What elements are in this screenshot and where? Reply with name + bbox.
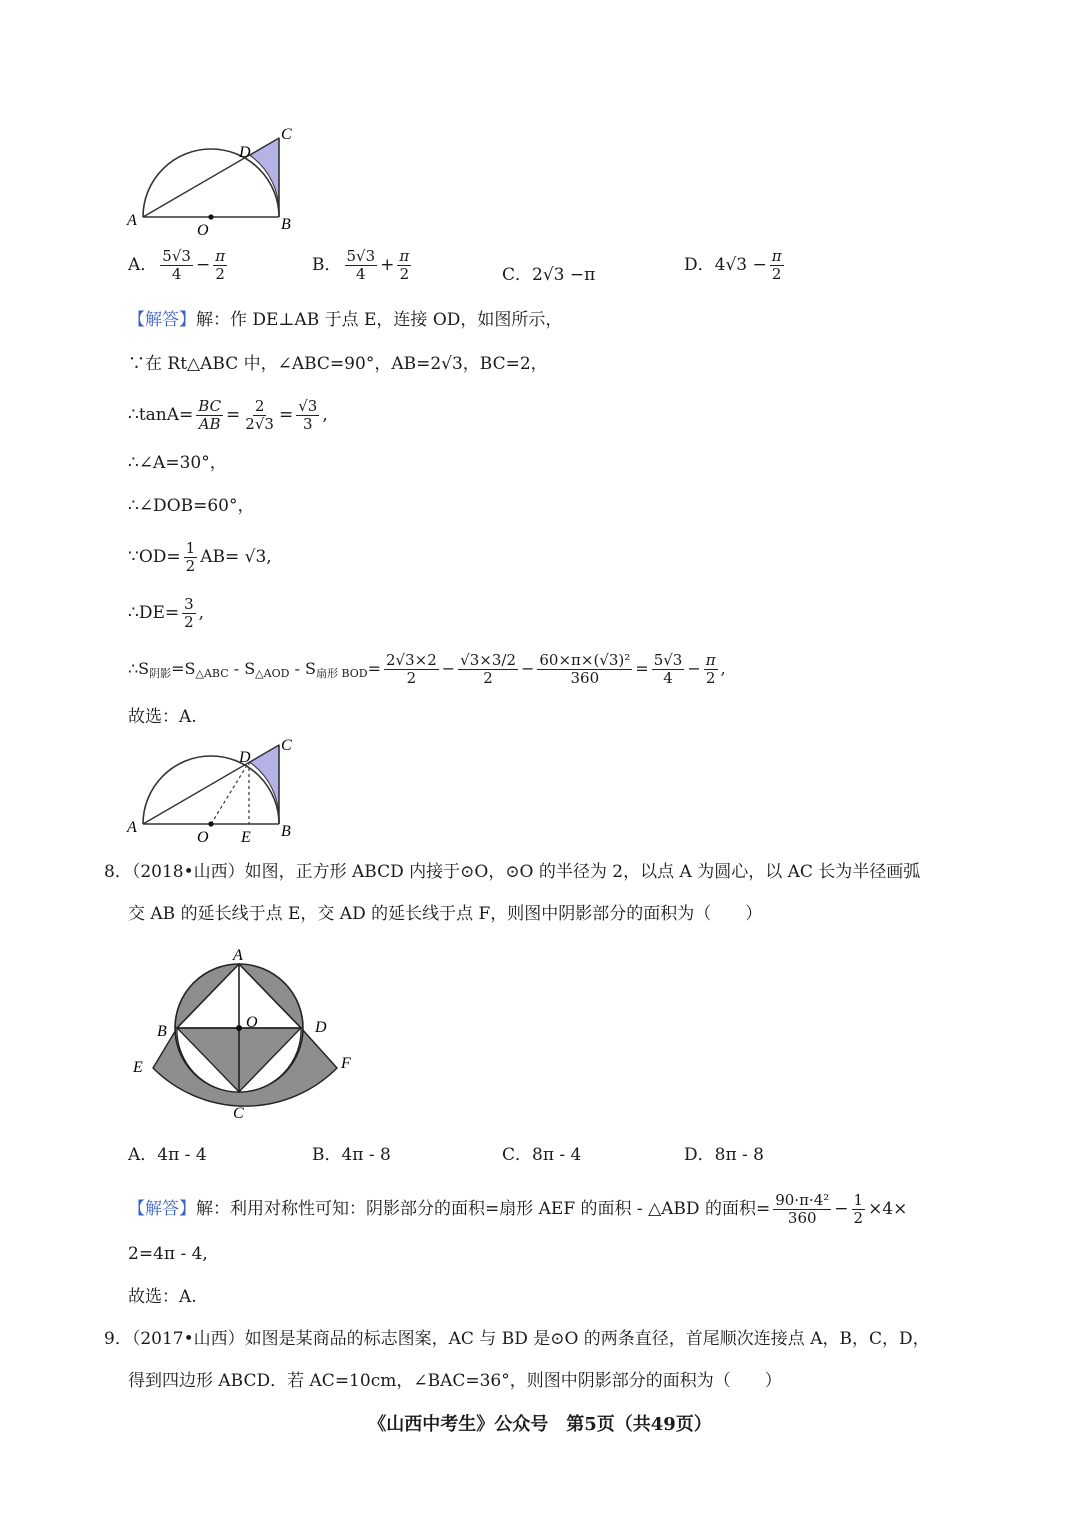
- option-label: A．: [128, 255, 158, 275]
- q7-segment-AC: [143, 138, 279, 217]
- svg-text:O: O: [246, 1014, 258, 1031]
- q7-solution-line2: ∵在 Rt△ABC 中，∠ABC=90°，AB=2√3，BC=2，: [128, 354, 548, 374]
- q7-solution-line7: ∴DE= $\frac{3}{2}$ ,: [128, 595, 205, 631]
- svg-text:O: O: [197, 829, 209, 844]
- q9-question-line2: 得到四边形 ABCD．若 AC=10cm，∠BAC=36°，则图中阴影部分的面积为（ ）: [128, 1371, 782, 1391]
- svg-text:B: B: [281, 823, 291, 840]
- q8-solution-line2: 2=4π - 4,: [128, 1244, 208, 1264]
- svg-text:F: F: [341, 1055, 351, 1072]
- page-footer: 《山西中考生》公众号 第5页（共49页）: [368, 1414, 712, 1435]
- svg-text:C: C: [281, 737, 292, 754]
- svg-text:B: B: [157, 1023, 167, 1040]
- svg-text:E: E: [133, 1059, 143, 1076]
- q8-option-a: A．4π - 4: [128, 1145, 207, 1165]
- svg-text:D: D: [239, 749, 251, 766]
- q7-option-a: A． $\frac{5√3}{4}$ − $\frac{\pi}{2}$: [128, 247, 226, 283]
- svg-text:D: D: [315, 1019, 327, 1036]
- q9-question-line1: 9．（2017•山西）如图是某商品的标志图案，AC 与 BD 是⊙O 的两条直径，首尾顺次连接点 A，B，C，D，: [104, 1329, 930, 1349]
- label-A: A: [127, 212, 137, 229]
- q7-figure: [125, 125, 300, 237]
- q8-option-d: D．8π - 8: [684, 1145, 764, 1165]
- q7-option-b: B． $\frac{5√3}{4}$ + $\frac{\pi}{2}$: [312, 247, 410, 283]
- q7-solution-line6: ∵OD= $\frac{1}{2}$ AB= √3,: [128, 539, 272, 575]
- q7-solution-choice: 故选：A.: [128, 707, 197, 727]
- label-D: D: [239, 144, 251, 161]
- q7-shaded-region: [250, 138, 279, 217]
- q7-solution-line3: ∴tanA= $\frac{BC}{AB}$ = $\frac{2}{2√3}$ = $\frac{√3}{3}$ ,: [128, 397, 328, 433]
- label-C: C: [281, 126, 292, 143]
- q8-option-c: C．8π - 4: [502, 1145, 582, 1165]
- q8-solution-choice: 故选：A.: [128, 1287, 197, 1307]
- q8-question-line1: 8．（2018•山西）如图，正方形 ABCD 内接于⊙O，⊙O 的半径为 2，以点 A 为圆心，以 AC 长为半径画弧: [104, 862, 921, 882]
- label-B: B: [281, 216, 291, 233]
- q7-solution-line5: ∴∠DOB=60°，: [128, 496, 255, 516]
- q7-solution-line1: 【解答】解：作 DE⊥AB 于点 E，连接 OD，如图所示，: [128, 310, 563, 330]
- label-O: O: [197, 222, 209, 237]
- q7-option-d: D．4√3 − $\frac{\pi}{2}$: [684, 247, 782, 283]
- q7-solution-line4: ∴∠A=30°，: [128, 453, 227, 473]
- q8-figure: [125, 940, 365, 1125]
- q7-solution-figure: [125, 732, 300, 844]
- q8-option-b: B．4π - 8: [312, 1145, 391, 1165]
- svg-text:A: A: [233, 947, 243, 964]
- q8-question-line2: 交 AB 的延长线于点 E，交 AD 的延长线于点 F，则图中阴影部分的面积为（ ）: [128, 904, 763, 924]
- q7-center-dot: [208, 214, 213, 219]
- dashed-OD: [211, 762, 249, 824]
- svg-text:C: C: [233, 1105, 244, 1122]
- svg-text:A: A: [127, 819, 137, 836]
- q8-solution-line1: 【解答】解：利用对称性可知：阴影部分的面积=扇形 AEF 的面积 - △ABD 的面积= $\frac{\text{90·π·4²}}{360}$ − $\frac{1}{2}$ ×4×: [128, 1191, 908, 1227]
- q7-solution-line8: $\therefore S_{阴影}=S_{\triangle ABC} - S_{\triangle AOD} - S_{扇形 BOD}=$ $\frac{2√3\times 2}{2}$ − $\frac{√3\times 3/2}{2}$ − $\frac{\text{60×π×(√3)²}}{360}$ = $\frac{5√3}{4}$ − $\frac{\pi}{2}$ ,: [128, 651, 726, 687]
- q7-option-c: C．2√3 −π: [502, 265, 596, 285]
- svg-text:E: E: [241, 829, 251, 844]
